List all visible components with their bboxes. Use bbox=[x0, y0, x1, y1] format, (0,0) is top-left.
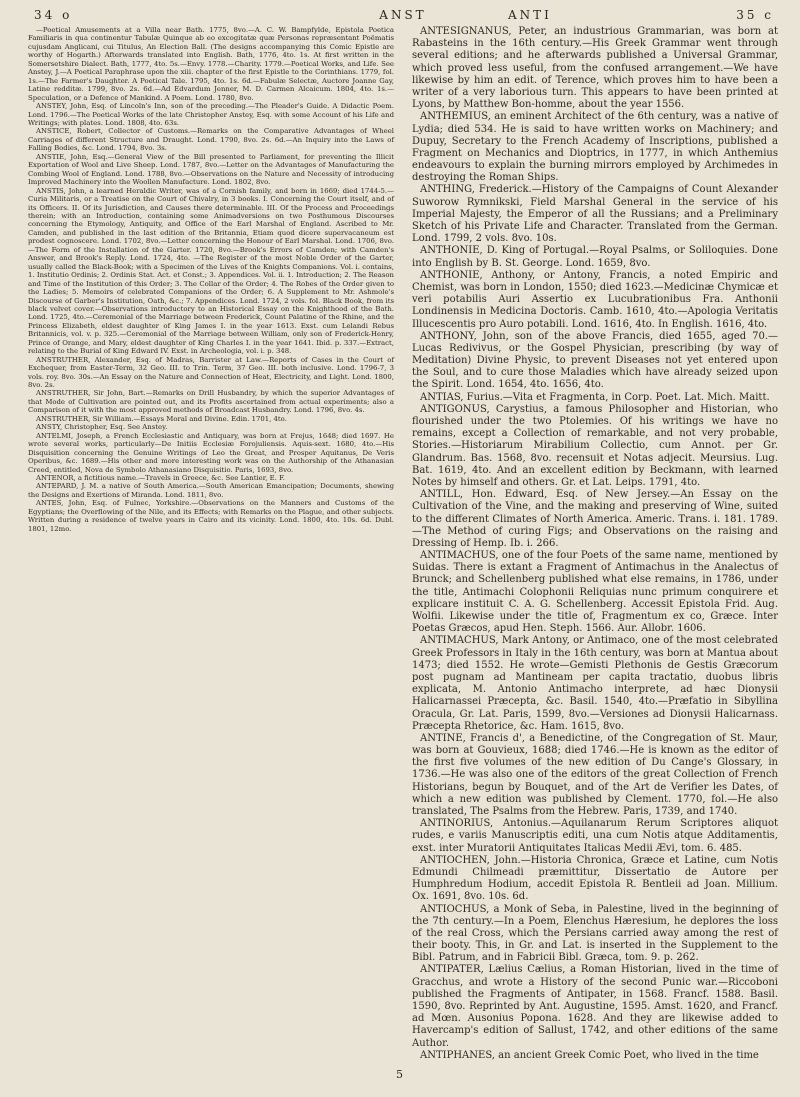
entry: ANTIPHANES, an ancient Greek Comic Poet, who lived in the time bbox=[420, 1049, 759, 1061]
page-number-right: 35 c bbox=[736, 8, 774, 22]
entry: ANSTRUTHER, Sir John, Bart.—Remarks on Drill Husbandry, by which the superior Advantages of that Mode of Cultivation are pointed out, and its Profits ascertained from actual experiments; also a Comparison of it with the most approved methods of Broadcast Husbandry. Lond. 1796, 8vo. 4s. bbox=[28, 389, 394, 415]
entry: ANTEPARD, J. M. a native of South America.—South American Emancipation; Documents, shewing the Designs and Exertions of Miranda. Lond. 1811, 8vo. bbox=[28, 482, 394, 499]
running-head-left: ANST bbox=[379, 8, 427, 22]
entry: ANTINE, Francis d', a Benedictine, of the Congregation of St. Maur, was born at Gouvieux, 1688; died 1746.—He is known as the editor of the first five volumes of the new edition of Du Cange's Glossary, in 1736.—He was also one of the editors of the great Collection of French Historians, begun by Bouquet, and of the Art de Verifier les Dates, of which a new edition was published by Clement. 1770, fol.—He also translated, The Psalms from the Hebrew. Paris, 1739, and 1740. bbox=[412, 732, 778, 817]
page-number-left: 34 o bbox=[34, 8, 73, 22]
entry: ANTINORIUS, Antonius.—Aquilanarum Rerum Scriptores aliquot rudes, e variis Manuscriptis editi, una cum Notis atque Additamentis, exst. inter Muratorii Antiquitates Italicas Medii Ævi, tom. 6. 485. bbox=[412, 818, 778, 854]
entry: ANTES, John, Esq. of Fulnec, Yorkshire.—Observations on the Manners and Customs of the Egyptians; the Overflowing of the Nile, and its Effects; with Remarks on the Plague, and other subjects. Written during a residence of twelve years in Cairo and its vicinity. Lond. 1800, 4to. 10s. 6d. Dubl. 1801, 12mo. bbox=[28, 499, 394, 533]
entry: ANTIAS, Furius.—Vita et Fragmenta, in Corp. Poet. Lat. Mich. Maitt. bbox=[420, 391, 770, 403]
entry: ANSTIE, John, Esq.—General View of the Bill presented to Parliament, for preventing the Illicit Exportation of Wool and Live Sheep. Lond. 1787, 8vo.—Letter on the Advantages of Manufacturing the Combing Wool of England. Lond. 1788, 8vo.—Observations on the Nature and Necessity of introducing Improved Machinery into the Woollen Manufacture. Lond. 1802, 8vo. bbox=[28, 152, 394, 187]
entry: ANTILL, Hon. Edward, Esq. of New Jersey.—An Essay on the Cultivation of the Vine, and the making and preserving of Wine, suited to the different Climates of North America. Americ. Trans. i. 181. 1789. —The Method of curing Figs; and Observations on the raising and Dressing of Hemp. Ib. i. 266. bbox=[412, 489, 778, 549]
entry: ANTIOCHEN, John.—Historia Chronica, Græce et Latine, cum Notis Edmundi Chilmeadi præmittitur, Dissertatio de Autore per Humphredum Hodium, accedit Epistola R. Bentleii ad Joan. Millium. Ox. 1691, 8vo. 10s. 6d. bbox=[412, 854, 778, 903]
entry: ANSTRUTHER, Sir William.—Essays Moral and Divine. Edin. 1701, 4to. bbox=[36, 414, 287, 423]
entry: ANSTY, Christopher, Esq. See Anstey. bbox=[36, 423, 168, 432]
entry: ANTIMACHUS, one of the four Poets of the same name, mentioned by Suidas. There is extant a Fragment of Antimachus in the Analectus of Brunck; and Schellenberg published what else remains, in 1786, under the title, Antimachi Colophonii Reliquias nunc primum conquirere et explicare instituit C. A. G. Schellenberg. Accessit Epistola Frid. Aug. Wolfii. Likewise under the title of, Fragmentum ex co, Græce. Inter Poetas Græcos, apud Hen. Steph. 1566. Aur. Allobr. 1606. bbox=[412, 550, 778, 635]
entry: ANTHONIE, Anthony, or Antony, Francis, a noted Empiric and Chemist, was born in London, 1550; died 1623.—Medicinæ Chymicæ et veri potabilis Auri Assertio ex Lucubrationibus Fra. Anthonii Londinensis in Medicina Doctoris. Camb. 1610, 4to.—Apologia Veritatis Illucescentis pro Auro potabili. Lond. 1616, 4to. In English. 1616, 4to. bbox=[412, 269, 778, 330]
entry: ANTHEMIUS, an eminent Architect of the 6th century, was a native of Lydia; died 534. He is said to have written works on Machinery; and Dupuy, Secretary to the French Academy of Inscriptions, published a Fragment on Mechanics and Dioptrics, in 1777, in which Anthemius endeavours to explain the burning mirrors employed by Archimedes in destroying the Roman Ships. bbox=[412, 111, 778, 184]
entry: ANTIMACHUS, Mark Antony, or Antimaco, one of the most celebrated Greek Professors in Italy in the 16th century, was born at Mantua about 1473; died 1552. He wrote—Gemisti Plethonis de Gestis Græcorum post pugnam ad Mantineam per capita tractatio, duobus libris explicata, M. Antonio Antimacho interprete, ad hæc Dionysii Halicarnassei Præcepta, &c. Basil. 1540, 4to.—Præfatio in Sibyllina Oracula, Gr. Lat. Paris, 1599, 8vo.—Versiones ad Dionysii Halicarnass. Præcepta Rhetorice, &c. Ham. 1615, 8vo. bbox=[412, 635, 778, 732]
entry: ANTIOCHUS, a Monk of Seba, in Palestine, lived in the beginning of the 7th century.—In a Poem, Elenchus Hæresium, he deplores the loss of the real Cross, which the Persians carried away among the rest of their booty. This, in Gr. and Lat. is inserted in the Supplement to the Bibl. Patrum, and in Fabricii Bibl. Græca, tom. 9. p. 262. bbox=[412, 903, 778, 964]
page-header bbox=[28, 8, 778, 24]
entry: ANTHONIE, D. King of Portugal.—Royal Psalms, or Soliloquies. Done into English by B. St. George. Lond. 1659, 8vo. bbox=[412, 245, 778, 269]
entry: —Poetical Amusements at a Villa near Bath. 1775, 8vo.—A. C. W. Bampfylde, Epistola Poetica Familiaris in qua continentur Tabulæ Quinque ab eo excogitatæ quæ Personas repræsentant Poëmatis cujusdam Anglicani, cui Titulus, An Election Ball. (The designs accompanying this Comic Epistle are worthy of Hogarth.) Afterwards translated into English. Bath, 1776, 4to. 1s. At first written in the Somersetshire Dialect. Bath, 1777, 4to. 5s.—Envy. 1778.—Charity. 1779.—Poetical Works, and Life. See Anstey, J.—A Poetical Paraphrase upon the xiii. chapter of the first Epistle to the Corinthians. 1779, fol. 1s.—The Farmer's Daughter. A Poetical Tale. 1795, 4to. 1s. 6d.—Fabulæ Selectæ, Auctore Joanne Gay, Latine redditæ. 1799, 8vo. 2s. 6d.—Ad Edvardum Jenner, M. D. Carmen Alcaicum. 1804, 4to. 1s.—Speculation, or a Defence of Mankind. A Poem. Lond. 1780, 8vo. bbox=[28, 26, 394, 102]
entry: ANTENOR, a fictitious name.—Travels in Greece, &c. See Lantier, E. F. bbox=[36, 474, 285, 483]
entry: ANTHONY, John, son of the above Francis, died 1655, aged 70.—Lucas Redivivus, or the Gospel Physician, prescribing (by way of Meditation) Divine Physic, to prevent Diseases not yet entered upon the Soul, and to cure those Maladies which have already seized upon the Spirit. Lond. 1654, 4to. 1656, 4to. bbox=[412, 330, 778, 391]
entry: ANTIPATER, Lælius Cælius, a Roman Historian, lived in the time of Gracchus, and wrote a History of the second Punic war.—Riccoboni published the Fragments of Antipater, in 1568. Francf. 1588. Basil. 1590, 8vo. Reprinted by Ant. Augustine, 1595. Amst. 1620, and Francf. ad Mœn. Ausonius Popona. 1628. And they are likewise added to Havercamp's edition of Sallust, 1742, and other editions of the same Author. bbox=[412, 964, 778, 1049]
entry: ANSTICE, Robert, Collector of Customs.—Remarks on the Comparative Advantages of Wheel Carriages of different Structure and Draught. Lond. 1790, 8vo. 2s. 6d.—An Inquiry into the Laws of Falling Bodies, &c. Lond. 1794, 8vo. 3s. bbox=[28, 127, 394, 153]
right-column bbox=[412, 26, 778, 1062]
entry: ANTIGONUS, Carystius, a famous Philosopher and Historian, who flourished under the two Ptolemies. Of his writings we have no remains, except a Collection of remarkable, and not very probable, Stories.—Historiarum Mirabilium Collectio, cum Annot. per Gr. Glandrum. Bas. 1568, 8vo. recensuit et Notas adjecit. Meursius. Lug. Bat. 1619, 4to. And an excellent edition by Beckmann, with learned Notes by himself and others. Gr. et Lat. Leips. 1791, 4to. bbox=[412, 403, 778, 488]
entry: ANSTIS, John, a learned Heraldic Writer, was of a Cornish family, and born in 1669; died 1744-5.—Curia Militaris, or a Treatise on the Court of Chivalry, in 3 books. I. Concerning the Court itself, and of its Officers. II. Of its Jurisdiction, and Causes there determinable. III. Of the Process and Proceedings therein; with an Introduction, containing some Animadversions on two Posthumous Discourses concerning the Etymology, Antiquity, and Office of the Earl Marshal of England. Ascribed to Mr. Camden, and published in the last edition of the Britannia, Etiam quod dicere supervacaneum est prodest cognoscere. Lond. 1702, 8vo.—Letter concerning the Honour of Earl Marshal. Lond. 1706, 8vo.—The Form of the Installation of the Garter. 1720, 8vo.—Brook's Errors of Camden; with Camden's Answer, and Brook's Reply. Lond. 1724, 4to. —The Register of the most Noble Order of the Garter, usually called the Black-Book; with a Specimen of the Lives of the Knights Companions. Vol. i. contains, 1. Institutio Ordinis; 2. Ordinis Stat. Act. et Const.; 3. Appendices. Vol. ii. 1. Introduction; 2. The Reason and Time of the Institution of this Order; 3. The Collar of the Order; 4. The Robes of the Order given to the Ladies; 5. Memoirs of celebrated Companions of the Order; 6. A Supplement to Mr. Ashmole's Discourse of Garber's Institution, Oath, &c.; 7. Appendices. Lond. 1724, 2 vols. fol. Black Book, from its black velvet cover.—Observations introductory to an Historical Essay on the Knighthood of the Bath. Lond. 1725, 4to.—Ceremonial of the Marriage between Frederick, Count Palatine of the Rhine, and the Princess Elizabeth, eldest daughter of King James I. in the year 1613. Exst. cum Lelandi Rebus Britannicis, vol. v. p. 325.—Ceremonial of the Marriage between William, only son of Frederick-Henry, Prince of Orange, and Mary, eldest daughter of King Charles I. in the year 1641. Ibid. p. 337.—Extract, relating to the Burial of King Edward IV. Exst. in Archeologia, vol. i. p. 348. bbox=[28, 186, 394, 356]
entry: ANTELMI, Joseph, a French Ecclesiastic and Antiquary, was born at Frejus, 1648; died 1697. He wrote several works, particularly—De Initiis Ecclesiæ Forojuliensis. Aquis-sext. 1680, 4to.—His Disquisition concerning the Genuine Writings of Leo the Great, and Prosper Aquitanus, De Veris Operibus, &c. 1689.—His other and more interesting work was on the Authorship of the Athanasian Creed, entitled, Nova de Symbolo Athanasiano Disquisitio. Paris, 1693, 8vo. bbox=[28, 431, 394, 474]
columns bbox=[28, 26, 778, 1062]
entry: ANTHING, Frederick.—History of the Campaigns of Count Alexander Suworow Rymnikski, Field Marshal General in the service of his Imperial Majesty, the Emperor of all the Russians; and a Preliminary Sketch of his Private Life and Character. Translated from the German. Lond. 1799, 2 vols. 8vo. 10s. bbox=[412, 184, 778, 245]
running-head-right: ANTI bbox=[508, 8, 552, 22]
entry: ANTESIGNANUS, Peter, an industrious Grammarian, was born at Rabasteins in the 16th century.—His Greek Grammar went through several editions; and he afterwards published a Universal Grammar, which proved less useful, from the confused arrangement.—We have likewise by him an edit. of Terence, which proves him to have been a writer of a very laborious turn. This appears to have been printed at Lyons, by Matthew Bon-homme, about the year 1556. bbox=[412, 26, 778, 111]
signature-mark: 5 bbox=[396, 1068, 403, 1081]
entry: ANSTRUTHER, Alexander, Esq. of Madras, Barrister at Law.—Reports of Cases in the Court of Exchequer, from Easter-Term, 32 Geo. III. to Trin. Term, 37 Geo. III. both inclusive. Lond. 1796-7, 3 vols. roy. 8vo. 30s.—An Essay on the Nature and Connection of Heat, Electricity, and Light. Lond. 1800, 8vo. 2s. bbox=[28, 355, 394, 390]
entry: ANSTEY, John, Esq. of Lincoln's Inn, son of the preceding.—The Pleader's Guide. A Didactic Poem. Lond. 1796.—The Poetical Works of the late Christopher Anstey, Esq. with some Account of his Life and Writings; with plates. Lond. 1808, 4to. 63s. bbox=[28, 102, 394, 127]
left-column bbox=[28, 26, 394, 1062]
